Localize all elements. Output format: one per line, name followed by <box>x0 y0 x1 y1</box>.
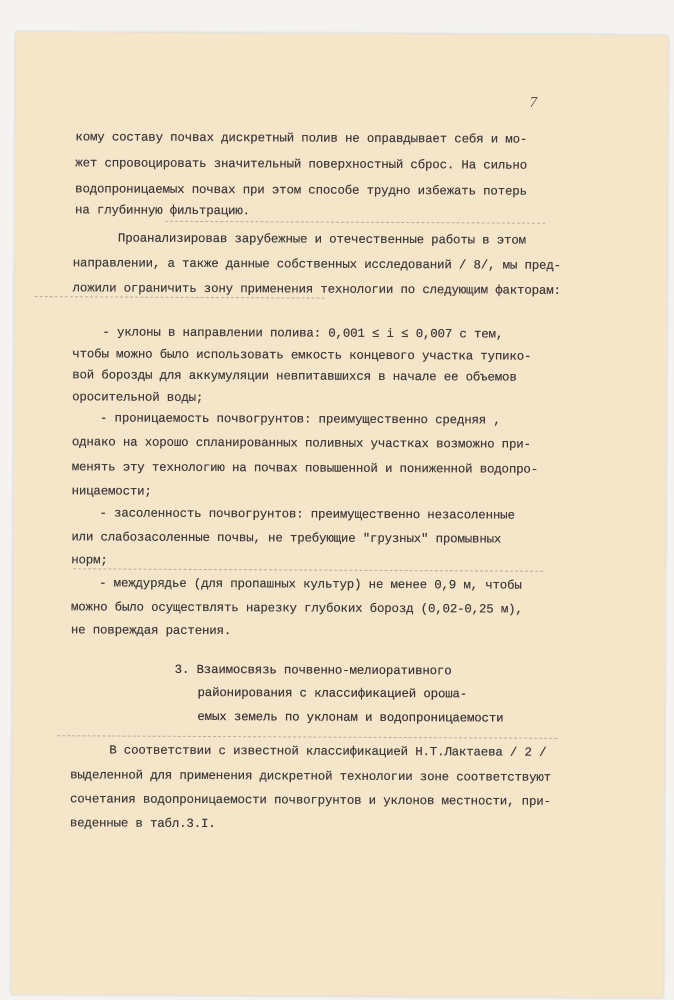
text-line: ницаемости; <box>71 484 152 499</box>
text-line: менять эту технологию на почвах повышенной и пониженной водопро- <box>71 460 539 477</box>
text-line: однако на хорошо спланированных поливных участках возможно при- <box>71 435 531 452</box>
text-line: - проницаемость почвогрунтов: преимущественно средняя , <box>99 411 501 428</box>
text-line: выделенной для применения дискретной технологии зоне соответствуют <box>70 768 551 785</box>
text-line: или слабозасоленные почвы, не требующие "грузных" промывных <box>71 530 502 547</box>
document-page <box>11 32 668 997</box>
text-line: В соответствии с известной классификацией Н.Т.Лактаева / 2 / <box>109 743 547 760</box>
text-line: можно было осуществлять нарезку глубоких борозд (0,02-0,25 м), <box>70 600 523 617</box>
text-line: кому составу почвах дискретный полив не оправдывает себя и мо- <box>75 130 528 147</box>
heading-line: районирования с классификацией ороша- <box>197 685 468 702</box>
text-line: водопроницаемых почвах при этом способе трудно избежать потерь <box>75 182 527 199</box>
text-line: - междурядье (для пропашных культур) не менее 0,9 м, чтобы <box>99 576 522 593</box>
text-line: ложили ограничить зону применения технологии по следующим факторам: <box>72 281 561 298</box>
scan-line-divider <box>73 568 543 571</box>
text-line: - засоленность почвогрунтов: преимущественно незасоленные <box>99 506 515 523</box>
heading-line: емых земель по уклонам и водопроницаемости <box>197 709 504 726</box>
text-line: Проанализировав зарубежные и отечественные работы в этом <box>117 231 526 248</box>
page-number: 7 <box>529 94 538 111</box>
text-line: оросительной воды; <box>72 390 204 405</box>
text-line: вой борозды для аккумуляции невпитавшихся в начале ее объемов <box>72 368 517 385</box>
text-line: - уклоны в направлении полива: 0,001 ≤ i ≤ 0,007 с тем, <box>102 325 504 342</box>
text-line: не повреждая растения. <box>70 623 232 639</box>
text-line: жет спровоцировать значительный поверхностный сброс. На сильно <box>75 156 528 173</box>
scan-line-divider <box>57 735 557 739</box>
scan-line-divider <box>35 296 325 299</box>
text-line: норм; <box>71 553 108 568</box>
heading-line: 3. Взаимосвязь почвенно-мелиоративного <box>174 662 452 679</box>
text-line: чтобы можно было использовать емкость концевого участка тупико- <box>72 347 532 364</box>
text-line: сочетания водопроницаемости почвогрунтов и уклонов местности, при- <box>69 792 551 809</box>
text-line: на глубинную фильтрацию. <box>75 203 250 219</box>
text-line: веденные в табл.3.I. <box>69 816 216 832</box>
text-line: направлении, а также данные собственных исследований / 8/, мы пред- <box>72 256 561 273</box>
scan-line-divider <box>165 221 545 224</box>
